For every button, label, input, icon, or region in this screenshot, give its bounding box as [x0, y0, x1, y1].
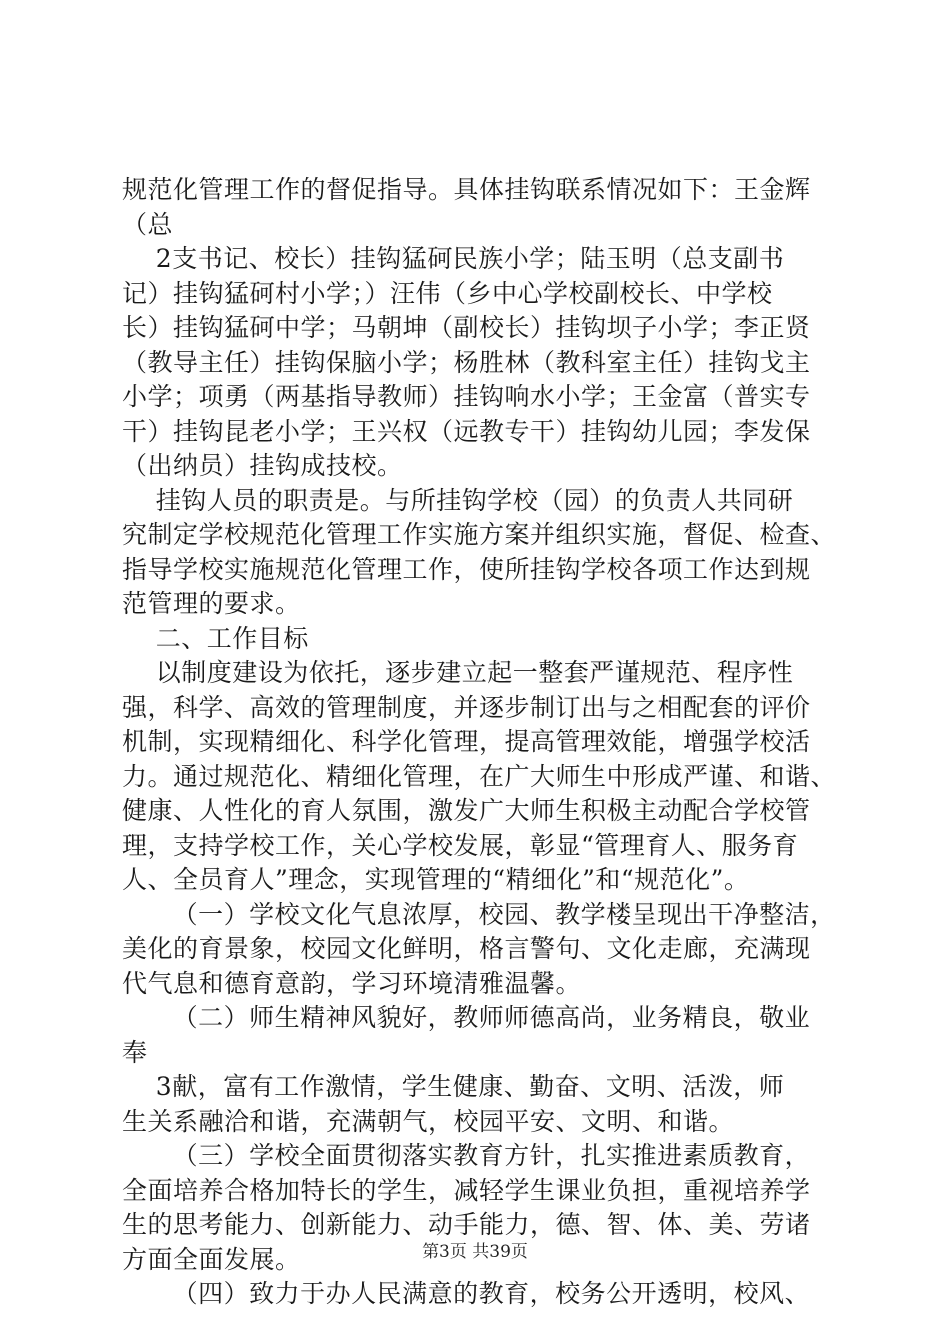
body-text [122, 173, 837, 1312]
text-line: 全面培养合格加特长的学生，减轻学生课业负担，重视培养学 [122, 1175, 811, 1205]
text-line: 强，科学、高效的管理制度，并逐步制订出与之相配套的评价 [122, 692, 811, 722]
text-line: （教导主任）挂钩保脑小学；杨胜林（教科室主任）挂钩戈主 [122, 347, 811, 377]
text-line: 小学；项勇（两基指导教师）挂钩响水小学；王金富（普实专 [122, 382, 811, 411]
text-line: （三）学校全面贯彻落实教育方针，扎实推进素质教育， [122, 1141, 811, 1170]
text-line: （四）致力于办人民满意的教育，校务公开透明，校风、 [122, 1279, 811, 1308]
text-line: 奉 [122, 1037, 148, 1067]
text-line: 人、全员育人”理念，实现管理的“精细化”和“规范化”。 [122, 865, 750, 894]
text-line: 2支书记、校长）挂钩猛砢民族小学；陆玉明（总支副书 [122, 244, 785, 273]
page-number-label: 第3页 共39页 [422, 1242, 528, 1262]
page-footer [0, 1242, 950, 1262]
text-line: 方面全面发展。 [122, 1244, 301, 1274]
text-line: 3献，富有工作激情，学生健康、勤奋、文明、活泼，师 [122, 1072, 785, 1101]
text-line: 生关系融洽和谐，充满朝气，校园平安、文明、和谐。 [122, 1106, 735, 1136]
text-line: 力。通过规范化、精细化管理，在广大师生中形成严谨、和谐、 [122, 761, 837, 791]
text-line: 健康、人性化的育人氛围，激发广大师生积极主动配合学校管 [122, 796, 811, 825]
text-line: 究制定学校规范化管理工作实施方案并组织实施，督促、检查、 [122, 520, 837, 549]
text-line: 范管理的要求。 [122, 589, 301, 618]
text-line: （二）师生精神风貌好，教师师德高尚，业务精良，敬业 [122, 1003, 811, 1032]
text-line: 记）挂钩猛砢村小学；）汪伟（乡中心学校副校长、中学校 [122, 278, 773, 308]
text-line: 干）挂钩昆老小学；王兴权（远教专干）挂钩幼儿园；李发保 [122, 416, 811, 446]
section-heading: 二、工作目标 [122, 623, 309, 653]
text-line: 理，支持学校工作，关心学校发展，彰显“管理育人、服务育 [122, 830, 799, 860]
text-line: 生的思考能力、创新能力、动手能力，德、智、体、美、劳诸 [122, 1210, 811, 1239]
text-line: （一）学校文化气息浓厚，校园、教学楼呈现出干净整洁， [122, 899, 836, 929]
text-line: 长）挂钩猛砢中学；马朝坤（副校长）挂钩坝子小学；李正贤 [122, 313, 811, 342]
text-line: （总 [122, 209, 174, 239]
text-line: 挂钩人员的职责是。与所挂钩学校（园）的负责人共同研 [122, 485, 794, 515]
text-line: 机制，实现精细化、科学化管理，提高管理效能，增强学校活 [122, 727, 811, 756]
text-line: 规范化管理工作的督促指导。具体挂钩联系情况如下：王金辉 [122, 175, 811, 204]
text-line: 指导学校实施规范化管理工作，使所挂钩学校各项工作达到规 [122, 554, 811, 584]
text-line: 代气息和德育意韵，学习环境清雅温馨。 [122, 968, 582, 998]
text-line: 以制度建设为依托，逐步建立起一整套严谨规范、程序性 [122, 658, 794, 687]
text-line: 美化的育景象，校园文化鲜明，格言警句、文化走廊，充满现 [122, 934, 811, 963]
text-line: （出纳员）挂钩成技校。 [122, 451, 403, 480]
